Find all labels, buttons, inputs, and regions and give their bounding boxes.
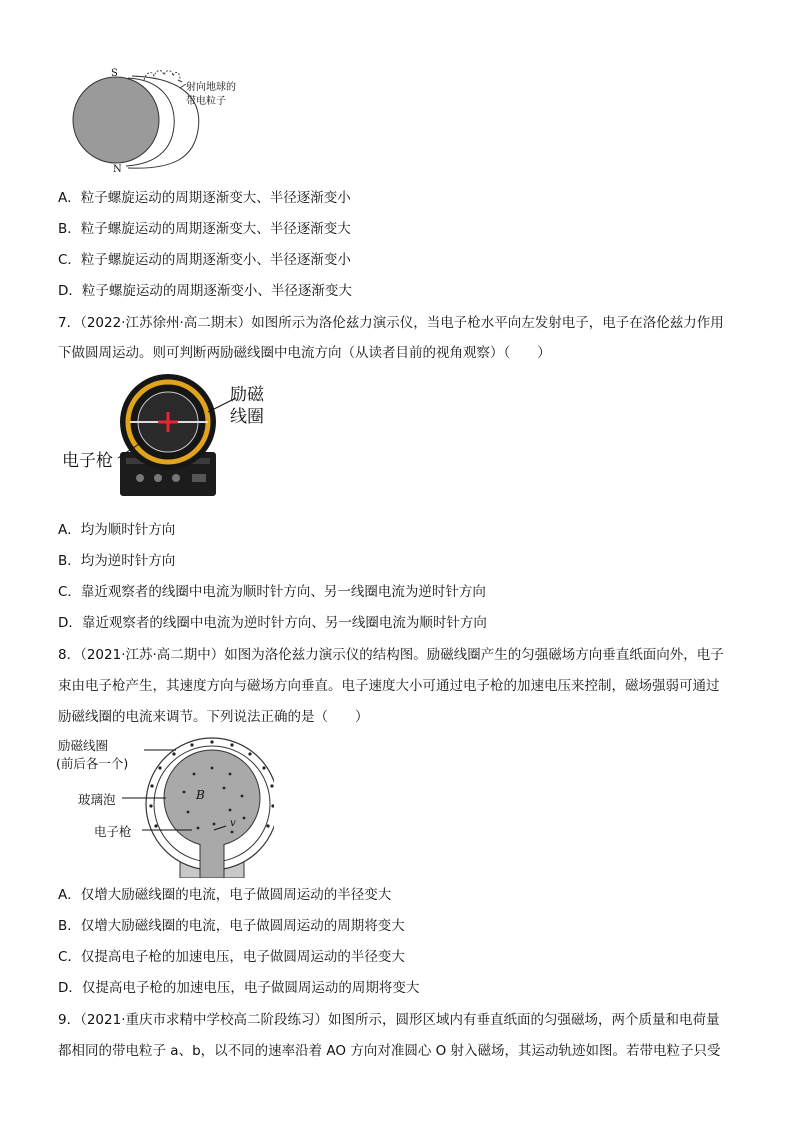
q8-stem-line2: 束由电子枪产生，其速度方向与磁场方向垂直。电子速度大小可通过电子枪的加速电压来控制，磁场强弱可通过 (58, 678, 720, 694)
label-n-pole: N (113, 164, 122, 175)
lorentz-structure-diagram (54, 734, 274, 878)
q7-option-a: A．均为顺时针方向 (58, 522, 176, 538)
label-coil-2: (前后各一个) (56, 756, 129, 771)
knob-3 (172, 474, 180, 482)
q9-stem-line1: 9．（2021·重庆市求精中学校高二阶段练习）如图所示，圆形区域内有垂直纸面的匀强磁场，两个质量和电荷量 (58, 1012, 720, 1028)
glass-bulb-shape (164, 750, 260, 846)
q6-option-b: B．粒子螺旋运动的周期逐渐变大、半径逐渐变大 (58, 221, 351, 237)
label-s-pole: S (111, 68, 118, 79)
q6-option-d: D．粒子螺旋运动的周期逐渐变小、半径逐渐变大 (58, 283, 352, 299)
q7-option-c: C．靠近观察者的线圈中电流为顺时针方向、另一线圈电流为逆时针方向 (58, 584, 486, 600)
label-electron-gun: 电子枪 (62, 451, 113, 471)
q7-stem-line1: 7．（2022·江苏徐州·高二期末）如图所示为洛伦兹力演示仪，当电子枪水平向左发射电子，电子在洛伦兹力作用 (58, 315, 724, 331)
q8-option-b: B．仅增大励磁线圈的电流，电子做圆周运动的周期将变大 (58, 918, 405, 934)
knob-2 (154, 474, 162, 482)
label-coil-1: 励磁线圈 (58, 738, 109, 753)
q8-option-c: C．仅提高电子枪的加速电压，电子做圆周运动的半径变大 (58, 949, 405, 965)
earth-magnetic-field-figure (66, 66, 256, 178)
caption-line2: 带电粒子 (186, 96, 226, 107)
q8-stem-line3: 励磁线圈的电流来调节。下列说法正确的是（ ） (58, 709, 369, 725)
q7-stem-line2: 下做圆周运动。则可判断两励磁线圈中电流方向（从读者目前的视角观察）（ ） (58, 345, 551, 361)
knob-1 (136, 474, 144, 482)
label-bulb: 玻璃泡 (78, 792, 116, 807)
label-velocity: v (230, 818, 236, 829)
caption-line1: 射向地球的 (186, 82, 236, 93)
label-coil-1: 励磁 (230, 385, 264, 405)
label-gun: 电子枪 (94, 824, 132, 839)
q6-option-c: C．粒子螺旋运动的周期逐渐变小、半径逐渐变小 (58, 252, 351, 268)
bulb-neck (200, 844, 224, 878)
particle-arrow (178, 80, 182, 82)
label-b-field: B (196, 788, 205, 802)
q8-option-a: A．仅增大励磁线圈的电流，电子做圆周运动的半径变大 (58, 887, 392, 903)
earth-globe (73, 77, 159, 163)
spiral-particle-path (144, 71, 180, 80)
q8-option-d: D．仅提高电子枪的加速电压，电子做圆周运动的周期将变大 (58, 980, 420, 996)
label-coil-2: 线圈 (230, 407, 264, 427)
q7-option-b: B．均为逆时针方向 (58, 553, 176, 569)
q9-stem-line2: 都相同的带电粒子 a、b，以不同的速率沿着 AO 方向对准圆心 O 射入磁场，其运动轨迹如图。若带电粒子只受 (58, 1043, 721, 1059)
q8-stem-line1: 8．（2021·江苏·高二期中）如图为洛伦兹力演示仪的结构图。励磁线圈产生的匀强磁场方向垂直纸面向外，电子 (58, 647, 724, 663)
lorentz-demonstrator-photo (58, 372, 278, 500)
q7-option-d: D．靠近观察者的线圈中电流为逆时针方向、另一线圈电流为顺时针方向 (58, 615, 487, 631)
q6-option-a: A．粒子螺旋运动的周期逐渐变大、半径逐渐变小 (58, 190, 351, 206)
switch (192, 474, 206, 482)
